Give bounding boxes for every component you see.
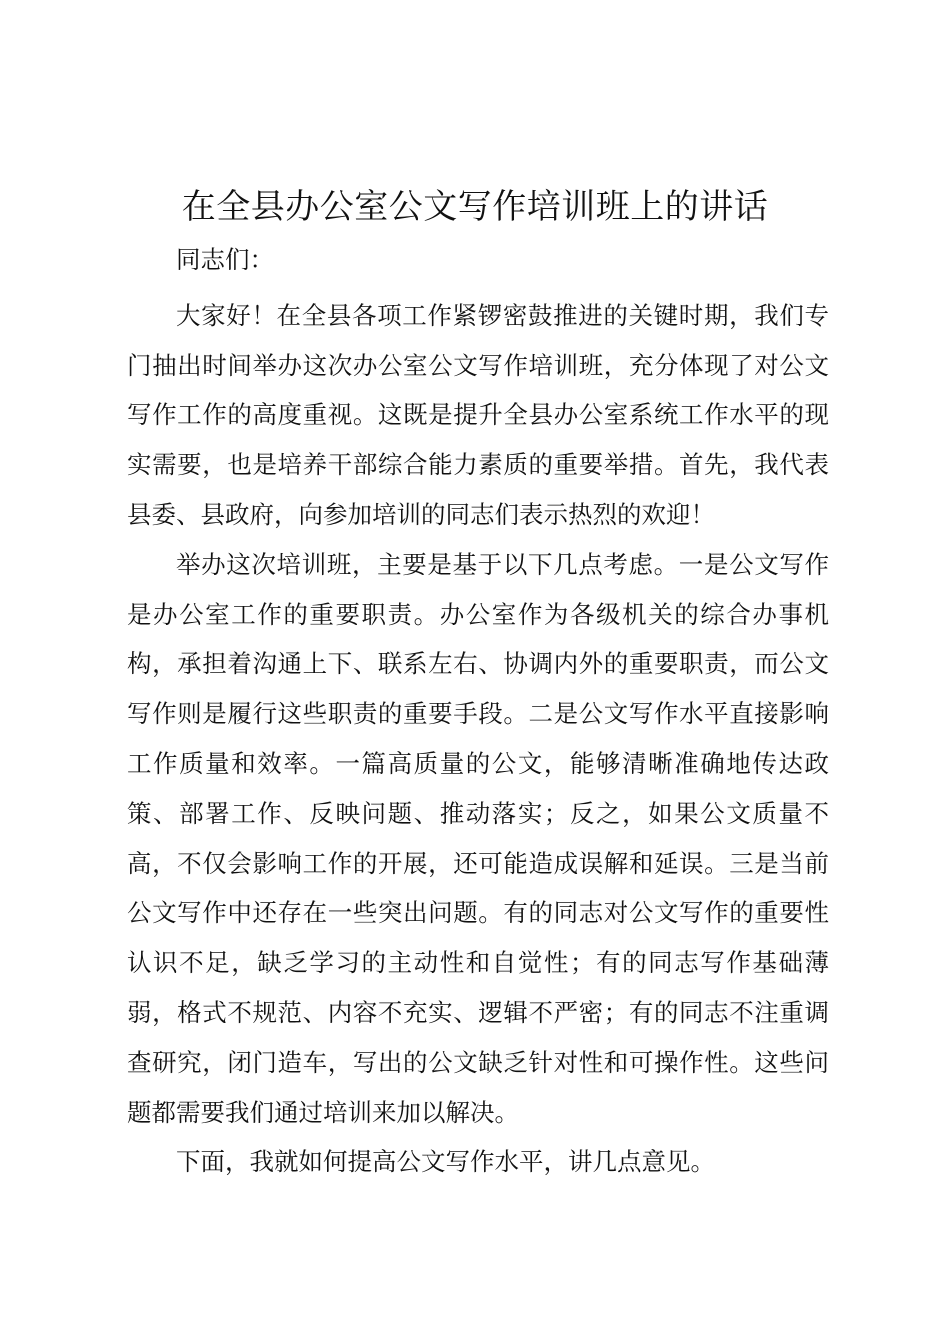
document-body	[127, 235, 829, 1187]
paragraph-reasons: 举办这次培训班，主要是基于以下几点考虑。一是公文写作是办公室工作的重要职责。办公室作为各级机关的综合办事机构，承担着沟通上下、联系左右、协调内外的重要职责，而公文写作则是履行这些职责的重要手段。二是公文写作水平直接影响工作质量和效率。一篇高质量的公文，能够清晰准确地传达政策、部署工作、反映问题、推动落实；反之，如果公文质量不高，不仅会影响工作的开展，还可能造成误解和延误。三是当前公文写作中还存在一些突出问题。有的同志对公文写作的重要性认识不足，缺乏学习的主动性和自觉性；有的同志写作基础薄弱，格式不规范、内容不充实、逻辑不严密；有的同志不注重调查研究，闭门造车，写出的公文缺乏针对性和可操作性。这些问题都需要我们通过培训来加以解决。	[127, 549, 829, 1127]
document-title: 在全县办公室公文写作培训班上的讲话	[181, 187, 769, 227]
paragraph-welcome: 大家好！在全县各项工作紧锣密鼓推进的关键时期，我们专门抽出时间举办这次办公室公文写作培训班，充分体现了对公文写作工作的高度重视。这既是提升全县办公室系统工作水平的现实需要，也是培养干部综合能力素质的重要举措。首先，我代表县委、县政府，向参加培训的同志们表示热烈的欢迎！	[127, 300, 829, 529]
paragraph-transition: 下面，我就如何提高公文写作水平，讲几点意见。	[176, 1147, 715, 1177]
salutation: 同志们：	[176, 245, 274, 274]
